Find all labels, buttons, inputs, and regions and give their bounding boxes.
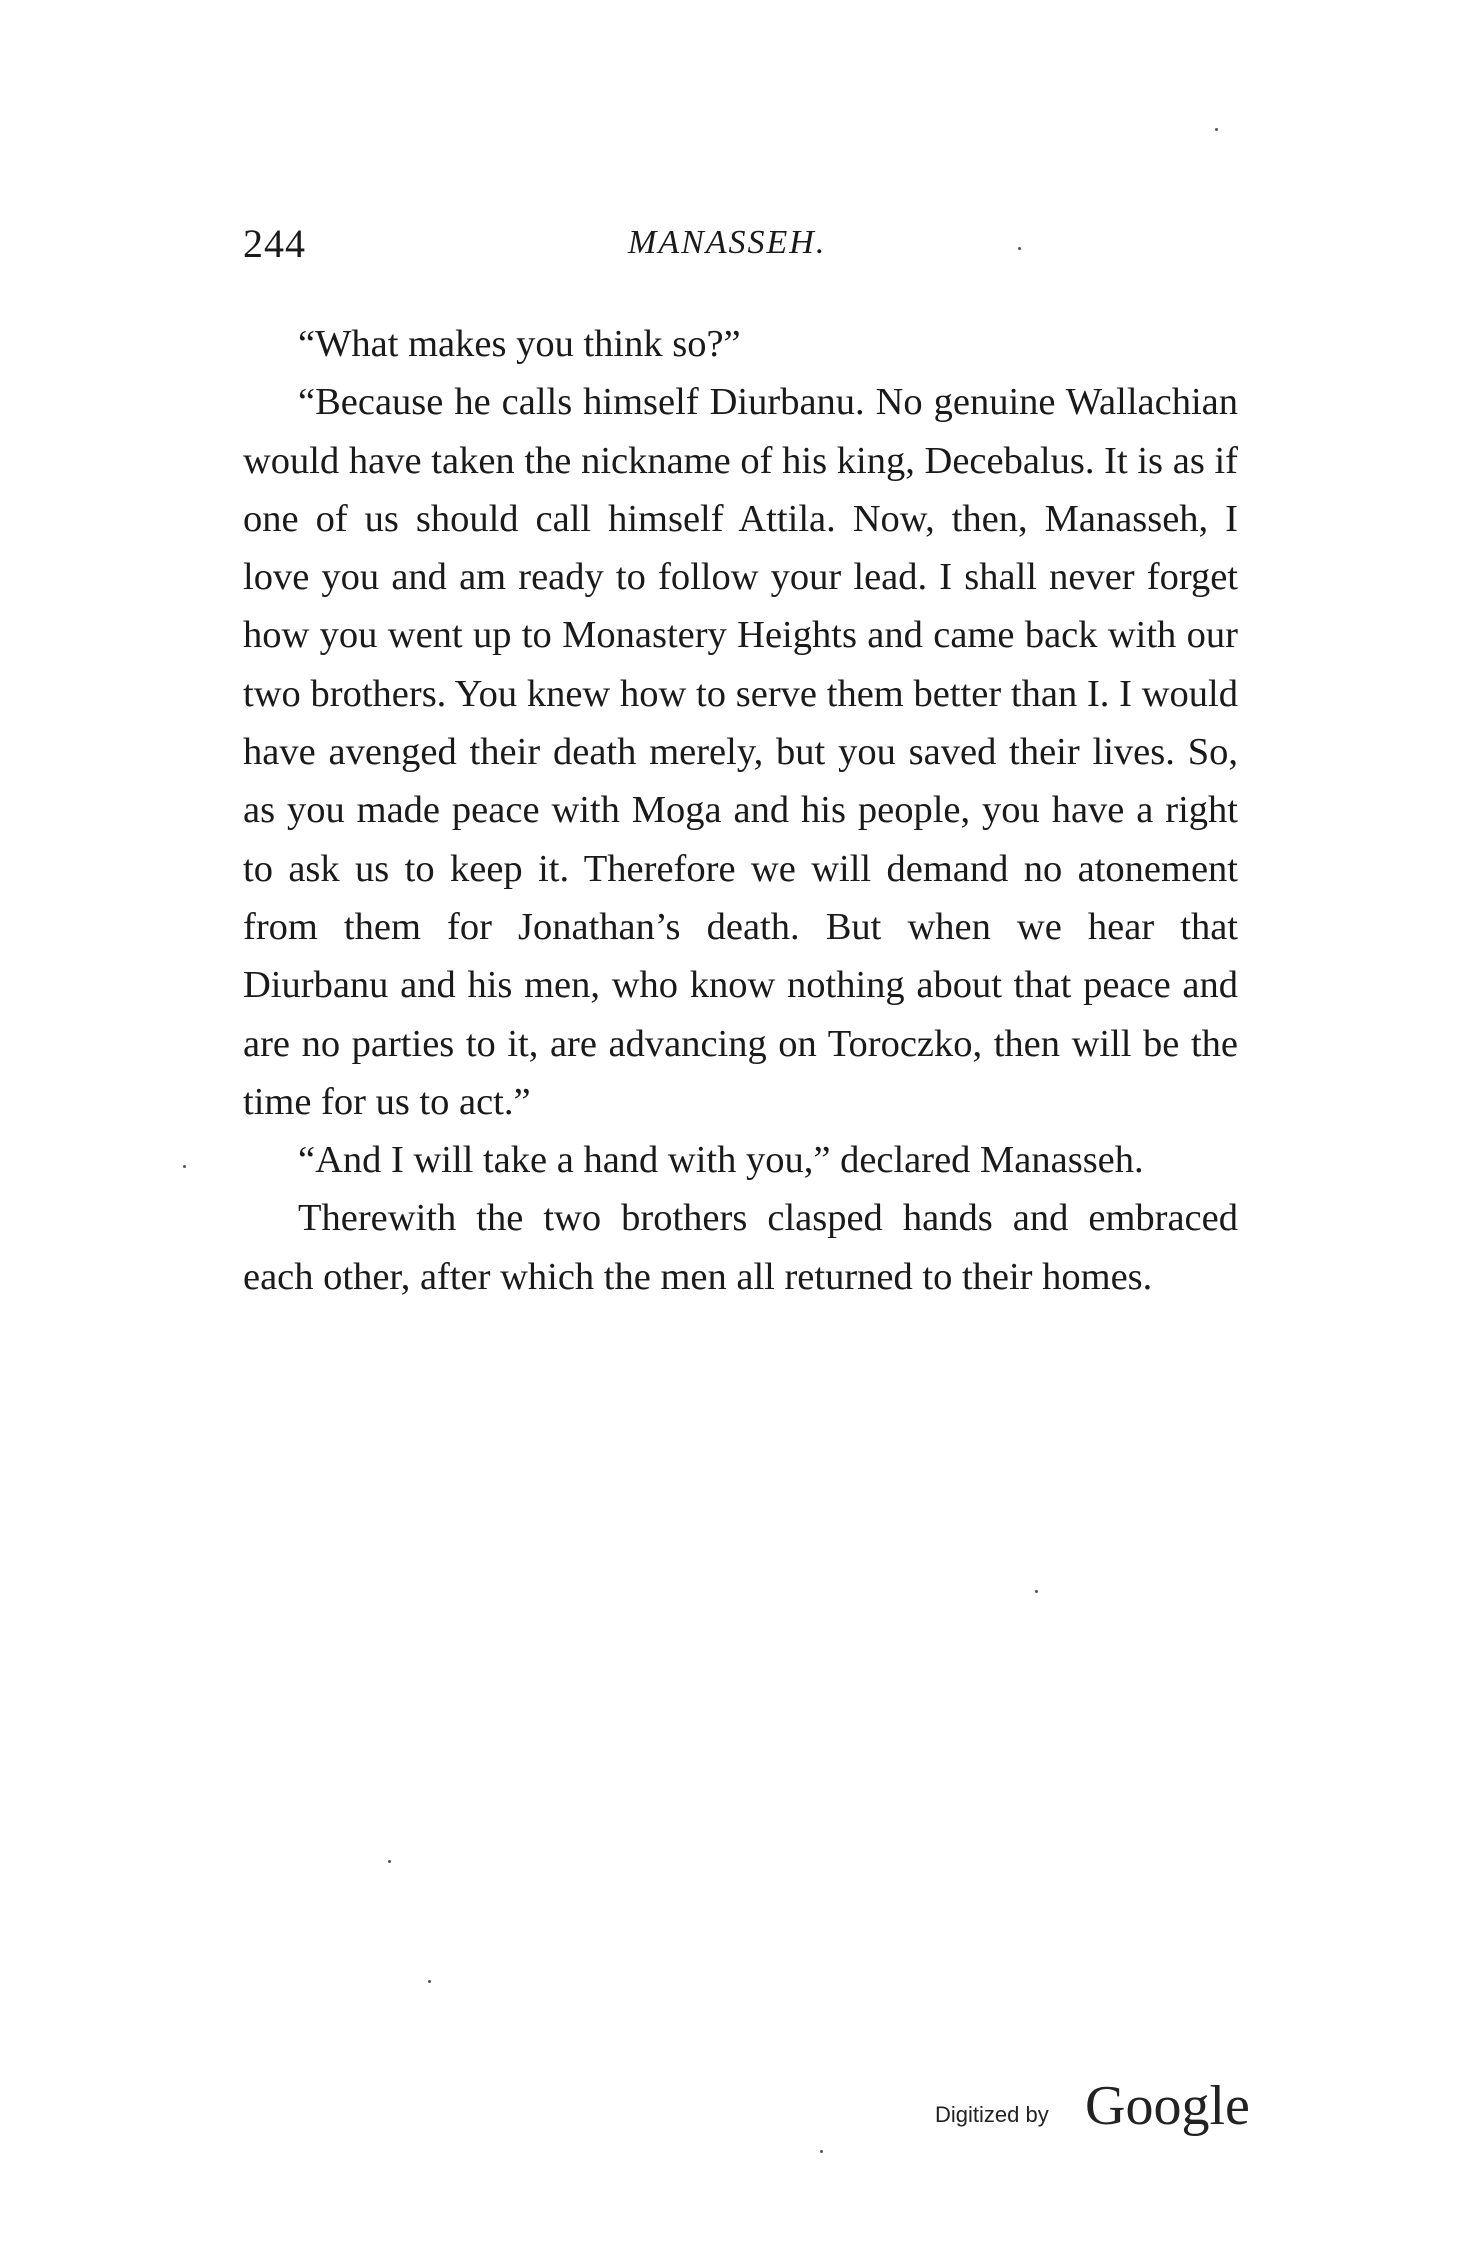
- digitized-watermark: [935, 2062, 1265, 2142]
- scan-speck: [1215, 128, 1218, 131]
- digitized-label: Digitized by: [935, 2102, 1049, 2127]
- scan-speck: [1018, 247, 1021, 250]
- paragraph: “Because he calls himself Diurbanu. No genuine Wallachian would have taken the nickname of his king, Decebalus. It is as if one of us should call himself Attila. Now, then, Manasseh, I love you and am ready to follow your lead. I shall never forget how you went up to Monastery Heights and came back with our two brothers. You knew how to serve them better than I. I would have avenged their death merely, but you saved their lives. So, as you made peace with Moga and his people, you have a right to ask us to keep it. Therefore we will demand no atonement from them for Jonathan’s death. But when we hear that Diurbanu and his men, who know nothing about that peace and are no parties to it, are advancing on Toroczko, then will be the time for us to act.”: [243, 381, 1238, 1123]
- running-head: MANASSEH.: [628, 224, 827, 261]
- scan-speck: [820, 2150, 823, 2153]
- page-header: [243, 220, 1243, 280]
- paragraph: “And I will take a hand with you,” declared Manasseh.: [298, 1139, 1144, 1182]
- scan-speck: [388, 1860, 391, 1863]
- scan-speck: [183, 1165, 186, 1168]
- scan-speck: [428, 1980, 431, 1983]
- page-number: 244: [243, 221, 306, 266]
- body-text: [243, 315, 1238, 1306]
- google-logo: Google: [1085, 2075, 1250, 2137]
- scan-speck: [1035, 1590, 1038, 1593]
- paragraph: “What makes you think so?”: [298, 323, 741, 365]
- paragraph: Therewith the two brothers clasped hands and embraced each other, after which the men all returned to their homes.: [243, 1197, 1238, 1298]
